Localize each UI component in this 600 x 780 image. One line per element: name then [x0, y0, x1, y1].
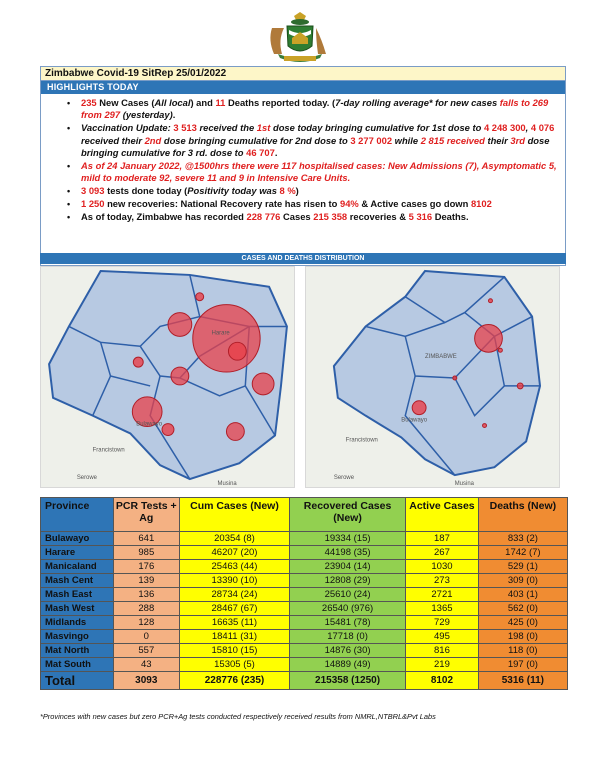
highlight-text: 7-day rolling average* for new cases [335, 97, 500, 108]
highlight-text: 1 250 [81, 198, 105, 210]
highlight-text: 3 093 [81, 185, 105, 197]
mat-south-cases-bubble [162, 424, 174, 436]
mash-cent-cases-bubble [168, 313, 192, 337]
highlight-text: tests done today ( [104, 185, 188, 197]
map-label: Serowe [76, 475, 97, 482]
cum-cases-cell: 13390 (10) [180, 574, 290, 588]
highlight-text: 1st [256, 122, 271, 134]
province-cell: Mat South [41, 658, 114, 672]
cum-cases-cell: 15810 (15) [180, 644, 290, 658]
harare-cases-bubble [193, 305, 260, 372]
pcr-tests-cell: 557 [113, 644, 179, 658]
highlight-text: (yesterday) [120, 109, 173, 121]
table-row [41, 532, 568, 546]
recovered-cell: 44198 (35) [289, 546, 405, 560]
active-cell: 495 [406, 630, 479, 644]
col-header-deaths: Deaths (New) [478, 498, 567, 532]
pcr-tests-cell: 641 [113, 532, 179, 546]
active-cell: 273 [406, 574, 479, 588]
recovered-cell: 14876 (30) [289, 644, 405, 658]
province-cell: Mash East [41, 588, 114, 602]
highlight-text: 215 358 [313, 211, 348, 223]
map-label: ZIMBABWE [425, 354, 457, 361]
cum-cases-cell: 25463 (44) [180, 560, 290, 574]
highlights-header: HIGHLIGHTS TODAY [41, 81, 565, 94]
mash-east-cases-bubble [228, 342, 246, 360]
distribution-header: CASES AND DEATHS DISTRIBUTION [40, 253, 566, 264]
highlight-text: New Cases ( [96, 97, 155, 108]
table-row [41, 658, 568, 672]
cum-cases-cell: 15305 (5) [180, 658, 290, 672]
table-row [41, 560, 568, 574]
pcr-tests-cell: 176 [113, 560, 179, 574]
deaths-cell: 425 (0) [478, 616, 567, 630]
deaths-cell: 529 (1) [478, 560, 567, 574]
map-label: Francistown [345, 437, 378, 444]
highlight-text: dose bringing cumulative for 2nd dose to [161, 134, 351, 146]
total-active-cell: 8102 [406, 672, 479, 690]
masvingo-deaths-bubble [483, 424, 487, 428]
active-cell: 187 [406, 532, 479, 546]
bullet-icon: • [67, 186, 71, 197]
manicaland-cases-bubble [252, 373, 274, 395]
cum-cases-cell: 20354 (8) [180, 532, 290, 546]
highlight-text: dose bringing cumulative for 3 rd. dose to [81, 134, 550, 159]
highlight-text: received the [196, 122, 257, 134]
total-deaths-cell: 5316 (11) [478, 672, 567, 690]
highlight-text: 5 316 [408, 211, 433, 223]
highlight-text: Deaths reported today. ( [225, 97, 336, 108]
cum-cases-cell: 46207 (20) [180, 546, 290, 560]
highlight-text: received their [81, 134, 145, 146]
total-pcr-tests-cell: 3093 [113, 672, 179, 690]
bulawayo-deaths-bubble [412, 401, 426, 415]
active-cell: 1365 [406, 602, 479, 616]
sitrep-box [40, 66, 566, 266]
highlight-text: 3 513 [173, 122, 197, 134]
highlight-text: 46 707 [246, 147, 275, 159]
total-cum-cases-cell: 228776 (235) [180, 672, 290, 690]
highlight-text: 2 815 received [420, 134, 485, 146]
province-cell: Bulawayo [41, 532, 114, 546]
highlight-text: 8 % [279, 185, 296, 197]
table-row [41, 644, 568, 658]
pcr-tests-cell: 288 [113, 602, 179, 616]
mash-east-deaths-bubble [498, 348, 502, 352]
table-row [41, 630, 568, 644]
midlands-deaths-bubble [453, 376, 457, 380]
province-cell: Harare [41, 546, 114, 560]
highlight-item [67, 211, 557, 223]
recovered-cell: 12808 (29) [289, 574, 405, 588]
highlight-text: All local [154, 97, 191, 108]
midlands-cases-bubble [171, 367, 189, 385]
province-table [40, 497, 568, 690]
highlight-text: Cases [280, 211, 314, 223]
table-row [41, 588, 568, 602]
highlight-text: 3rd [510, 134, 525, 146]
pcr-tests-cell: 128 [113, 616, 179, 630]
province-cell: Masvingo [41, 630, 114, 644]
highlights-list [41, 94, 565, 224]
province-cell: Mat North [41, 644, 114, 658]
recovered-cell: 19334 (15) [289, 532, 405, 546]
pcr-tests-cell: 985 [113, 546, 179, 560]
col-header-recovered: Recovered Cases (New) [289, 498, 405, 532]
highlight-text: , [525, 122, 531, 134]
highlight-text: dose today bringing cumulative for 1st dose to [270, 122, 484, 134]
masvingo-cases-bubble [226, 423, 244, 441]
recovered-cell: 25610 (24) [289, 588, 405, 602]
bullet-icon: • [67, 212, 71, 223]
province-cell: Manicaland [41, 560, 114, 574]
active-cell: 267 [406, 546, 479, 560]
total-recovered-cell: 215358 (1250) [289, 672, 405, 690]
col-header-pcr-tests: PCR Tests + Ag [113, 498, 179, 532]
recovered-cell: 15481 (78) [289, 616, 405, 630]
deaths-cell: 1742 (7) [478, 546, 567, 560]
highlight-text: recoveries & [347, 211, 409, 223]
province-cell: Mash West [41, 602, 114, 616]
deaths-cell: 198 (0) [478, 630, 567, 644]
highlight-text: Positivity today was [187, 185, 280, 197]
active-cell: 1030 [406, 560, 479, 574]
recovered-cell: 26540 (976) [289, 602, 405, 616]
highlight-item [67, 122, 557, 159]
active-cell: 219 [406, 658, 479, 672]
highlight-text: As of 24 January 2022, @1500hrs there were 117 hospitalised cases: New Admissions (7), Asymptomatic 5, mild to moderate 92, severe 11 and 9 in Intensive Care Units. [81, 160, 557, 184]
table-row [41, 546, 568, 560]
pcr-tests-cell: 139 [113, 574, 179, 588]
col-header-province: Province [41, 498, 114, 532]
highlight-text: Deaths. [432, 211, 469, 223]
cum-cases-cell: 28467 (67) [180, 602, 290, 616]
highlight-text: 4 076 [530, 122, 555, 134]
highlight-text: ) [295, 185, 299, 197]
highlight-text: ) and [190, 97, 216, 108]
highlight-text: 3 277 002 [350, 134, 393, 146]
highlight-text: Vaccination Update: [81, 122, 174, 134]
bullet-icon: • [67, 98, 71, 108]
highlight-text: . [172, 109, 176, 121]
highlight-text: 2nd [144, 134, 162, 146]
highlight-text: 11 [215, 97, 226, 108]
report-title: Zimbabwe Covid-19 SitRep 25/01/2022 [41, 67, 565, 81]
province-cell: Mash Cent [41, 574, 114, 588]
deaths-distribution-map [305, 266, 560, 488]
active-cell: 2721 [406, 588, 479, 602]
harare-deaths-bubble [475, 324, 503, 352]
deaths-cell: 403 (1) [478, 588, 567, 602]
highlight-text: falls to 269 from 297 [81, 97, 549, 121]
highlight-text: new recoveries: National Recovery rate has risen to [104, 198, 340, 210]
bullet-icon: • [67, 161, 71, 172]
deaths-cell: 197 (0) [478, 658, 567, 672]
province-cell: Midlands [41, 616, 114, 630]
map-label: Bulawayo [401, 417, 428, 424]
highlight-item [67, 185, 557, 197]
bullet-icon: • [67, 199, 71, 210]
col-header-active: Active Cases [406, 498, 479, 532]
mash-west-cases-bubble [196, 293, 204, 301]
highlight-text: while [392, 134, 421, 146]
cum-cases-cell: 28734 (24) [180, 588, 290, 602]
map-label: Musina [217, 481, 237, 487]
recovered-cell: 23904 (14) [289, 560, 405, 574]
table-total-row [41, 672, 568, 690]
recovered-cell: 14889 (49) [289, 658, 405, 672]
cum-cases-cell: 16635 (11) [180, 616, 290, 630]
cum-cases-cell: 18411 (31) [180, 630, 290, 644]
active-cell: 729 [406, 616, 479, 630]
highlight-text: As of today, Zimbabwe has recorded [81, 211, 247, 223]
map-label: Bulawayo [136, 421, 163, 428]
active-cell: 816 [406, 644, 479, 658]
manicaland-deaths-bubble [517, 383, 523, 389]
highlight-text: 228 776 [246, 211, 281, 223]
mash-cent-deaths-bubble [488, 299, 492, 303]
highlight-item [67, 160, 557, 185]
table-row [41, 574, 568, 588]
highlight-text: 4 248 300 [483, 122, 526, 134]
table-row [41, 602, 568, 616]
map-label: Musina [454, 481, 474, 487]
bullet-icon: • [67, 123, 71, 134]
highlight-text: . [274, 147, 278, 159]
pcr-tests-cell: 136 [113, 588, 179, 602]
footnote: *Provinces with new cases but zero PCR+Ag tests conducted respectively received results from NMRL,NTBRL&Pvt Labs [40, 712, 436, 721]
pcr-tests-cell: 0 [113, 630, 179, 644]
highlight-text: & Active cases go down [358, 198, 471, 210]
deaths-cell: 833 (2) [478, 532, 567, 546]
highlight-text: 8102 [470, 198, 492, 210]
highlight-item [67, 97, 557, 122]
recovered-cell: 17718 (0) [289, 630, 405, 644]
pcr-tests-cell: 43 [113, 658, 179, 672]
highlight-text: 235 [81, 97, 97, 108]
highlight-text: their [484, 134, 511, 146]
table-row [41, 616, 568, 630]
coat-of-arms-logo [254, 10, 346, 66]
deaths-cell: 562 (0) [478, 602, 567, 616]
deaths-cell: 118 (0) [478, 644, 567, 658]
total-province-cell: Total [41, 672, 114, 690]
map-label: Francistown [92, 447, 125, 454]
col-header-cum-cases: Cum Cases (New) [180, 498, 290, 532]
map-label: Serowe [333, 475, 355, 482]
map-label: Harare [211, 330, 230, 337]
table-header-row [41, 498, 568, 532]
cases-distribution-map [40, 266, 295, 488]
mat-north-cases-bubble [133, 357, 143, 367]
highlight-text: 94% [339, 198, 359, 210]
deaths-cell: 309 (0) [478, 574, 567, 588]
highlight-item [67, 198, 557, 210]
